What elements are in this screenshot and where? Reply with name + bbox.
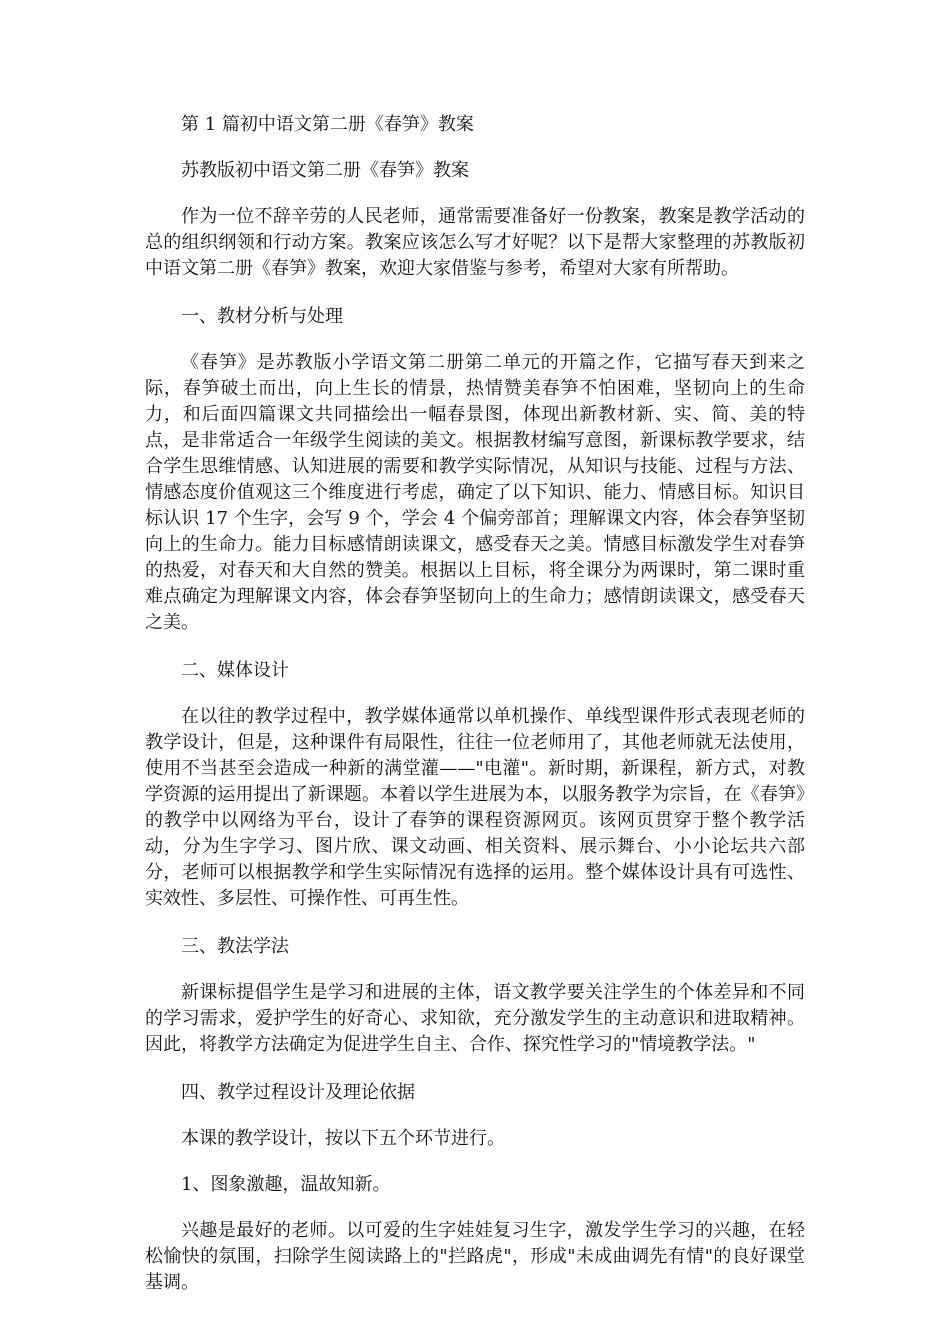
step1-heading: 1、图象激趣，温故知新。 bbox=[181, 1174, 391, 1195]
section-intro-process: 本课的教学设计，按以下五个环节进行。 bbox=[181, 1128, 505, 1149]
document-body bbox=[145, 112, 805, 1318]
section-heading-media: 二、媒体设计 bbox=[181, 660, 289, 681]
document-title: 第 1 篇初中语文第二册《春笋》教案 bbox=[181, 114, 474, 135]
section-body-media: 在以往的教学过程中，教学媒体通常以单机操作、单线型课件形式表现老师的教学设计，但是，这种课件有局限性，往往一位老师用了，其他老师就无法使用，使用不当甚至会造成一种新的满堂灌——"电灌"。新时期，新课程，新方式，对教学资源的运用提出了新课题。本着以学生进展为本，以服务教学为宗旨，在《春笋》的教学中以网络为平台，设计了春笋的课程资源网页。该网页贯穿于整个教学活动，分为生字学习、图片欣、课文动画、相关资料、展示舞台、小小论坛共六部分，老师可以根据教学和学生实际情况有选择的运用。整个媒体设计具有可选性、实效性、多层性、可操作性、可再生性。 bbox=[145, 706, 805, 909]
section-heading-methods: 三、教法学法 bbox=[181, 936, 289, 957]
section-body-methods: 新课标提倡学生是学习和进展的主体，语文教学要关注学生的个体差异和不同的学习需求，爱护学生的好奇心、求知欲，充分激发学生的主动意识和进取精神。因此，将教学方法确定为促进学生自主、合作、探究性学习的"情境教学法。" bbox=[145, 982, 805, 1055]
step1-body: 兴趣是最好的老师。以可爱的生字娃娃复习生字，激发学生学习的兴趣，在轻松愉快的氛围，扫除学生阅读路上的"拦路虎"，形成"未成曲调先有情"的良好课堂基调。 bbox=[145, 1220, 805, 1293]
intro-paragraph: 作为一位不辞辛劳的人民老师，通常需要准备好一份教案，教案是教学活动的总的组织纲领和行动方案。教案应该怎么写才好呢？以下是帮大家整理的苏教版初中语文第二册《春笋》教案，欢迎大家借鉴与参考，希望对大家有所帮助。 bbox=[145, 206, 805, 279]
document-subtitle: 苏教版初中语文第二册《春笋》教案 bbox=[181, 160, 469, 181]
section-heading-process: 四、教学过程设计及理论依据 bbox=[181, 1082, 415, 1103]
section-heading-materials: 一、教材分析与处理 bbox=[181, 306, 343, 327]
section-body-materials: 《春笋》是苏教版小学语文第二册第二单元的开篇之作，它描写春天到来之际，春笋破土而出，向上生长的情景，热情赞美春笋不怕困难，坚韧向上的生命力，和后面四篇课文共同描绘出一幅春景图，体现出新教材新、实、简、美的特点，是非常适合一年级学生阅读的美文。根据教材编写意图，新课标教学要求，结合学生思维情感、认知进展的需要和教学实际情况，从知识与技能、过程与方法、情感态度价值观这三个维度进行考虑，确定了以下知识、能力、情感目标。知识目标认识 17 个生字，会写 9 个，学会 4 个偏旁部首；理解课文内容，体会春笋坚韧向上的生命力。能力目标感情朗读课文，感受春天之美。情感目标激发学生对春笋的热爱，对春天和大自然的赞美。根据以上目标，将全课分为两课时，第二课时重难点确定为理解课文内容，体会春笋坚韧向上的生命力；感情朗读课文，感受春天之美。 bbox=[145, 352, 805, 633]
